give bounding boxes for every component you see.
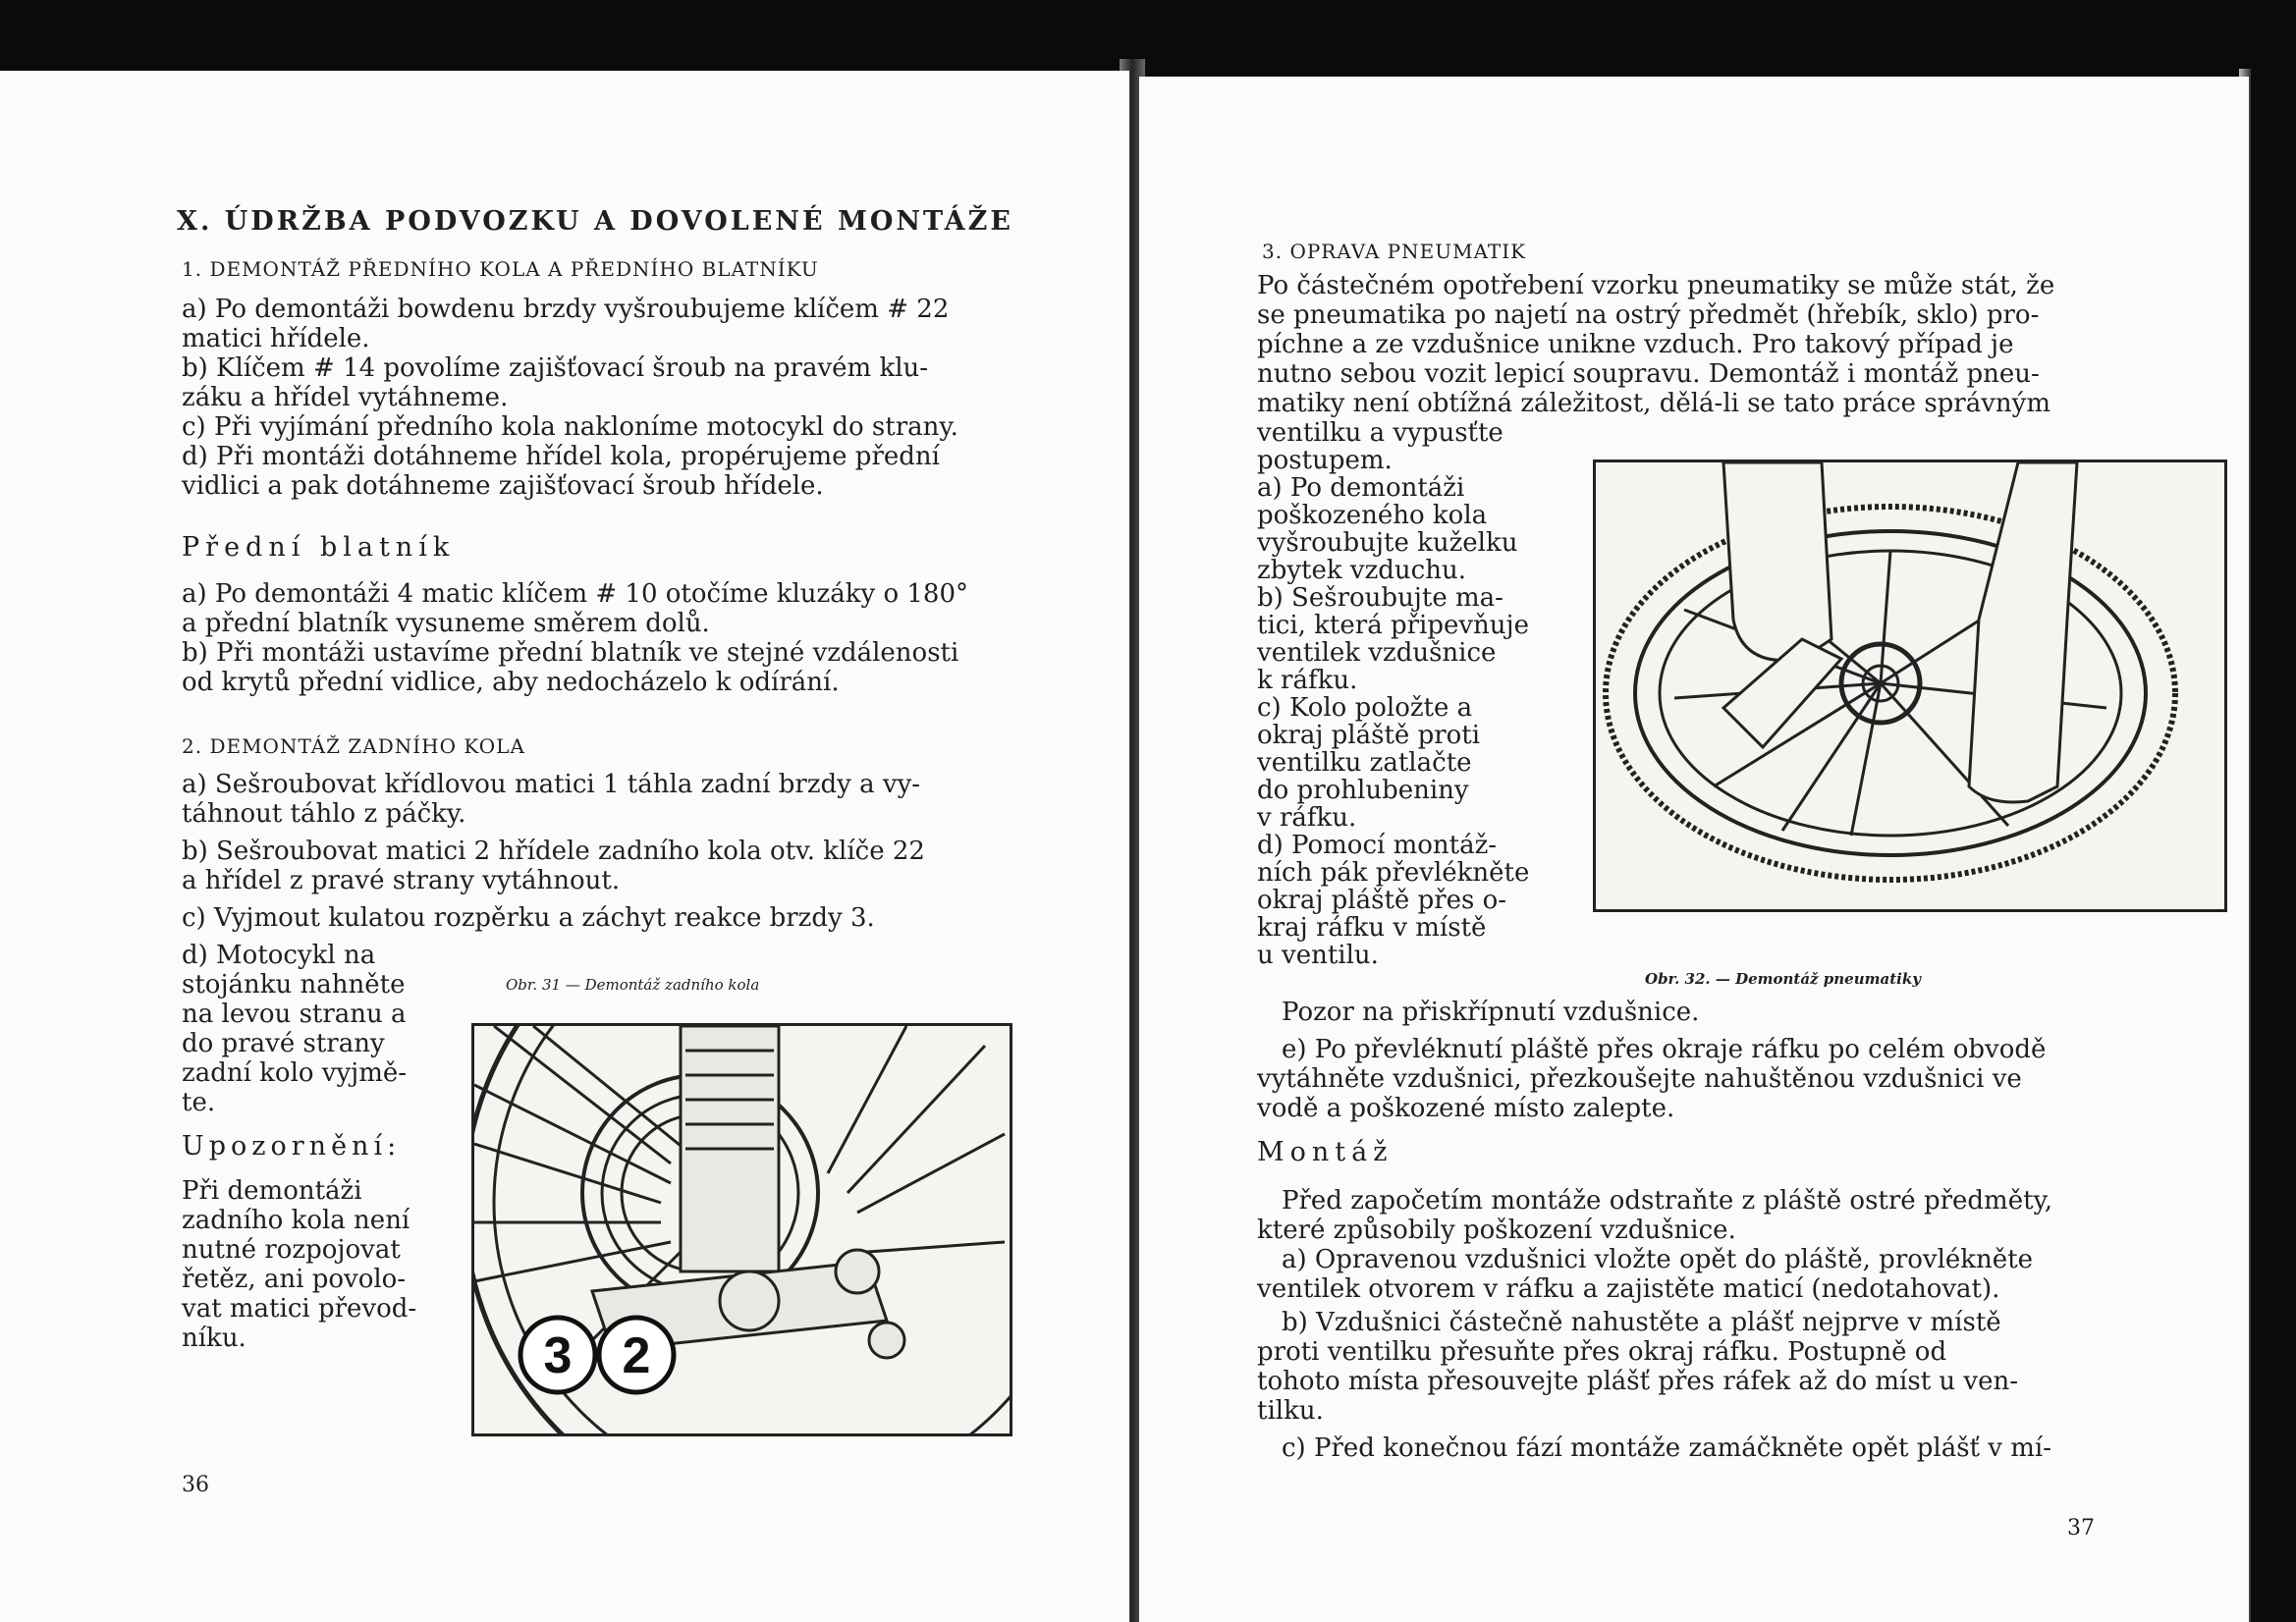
section2-line: táhnout táhlo z páčky. bbox=[182, 799, 466, 829]
page-number-right: 37 bbox=[2067, 1516, 2095, 1541]
section1-line: vidlici a pak dotáhneme zajišťovací šroub hřídele. bbox=[182, 471, 824, 501]
section3-narrow-line: ních pák převlékněte bbox=[1257, 858, 1530, 888]
chapter-title: X. ÚDRŽBA PODVOZKU A DOVOLENÉ MONTÁŽE bbox=[177, 206, 1013, 237]
section3-intro-line: matiky není obtížná záležitost, dělá-li se tato práce správným bbox=[1257, 389, 2051, 418]
left-page bbox=[0, 71, 1129, 1622]
section3-narrow-line: okraj pláště přes o- bbox=[1257, 886, 1507, 915]
section3-wide-line: vytáhněte vzdušnici, přezkoušejte nahuštěnou vzdušnici ve bbox=[1257, 1064, 2022, 1094]
section3-narrow-line: k ráfku. bbox=[1257, 666, 1358, 695]
mounting-line: b) Vzdušnici částečně nahustěte a plášť nejprve v místě bbox=[1282, 1308, 2001, 1337]
mounting-heading: Montáž bbox=[1257, 1137, 1394, 1167]
figure-31-rear-wheel bbox=[471, 1023, 1012, 1436]
section3-wide-line: vodě a poškozené místo zalepte. bbox=[1257, 1094, 1675, 1123]
section3-heading: 3. OPRAVA PNEUMATIK bbox=[1262, 240, 1527, 263]
fender-line: a přední blatník vysuneme směrem dolů. bbox=[182, 609, 710, 638]
figure-label-3: 3 bbox=[543, 1327, 573, 1384]
section3-wide-line: Pozor na přiskřípnutí vzdušnice. bbox=[1282, 998, 1700, 1027]
mounting-line: ventilek otvorem v ráfku a zajistěte maticí (nedotahovat). bbox=[1257, 1274, 2000, 1304]
warning-line: řetěz, ani povolo- bbox=[182, 1265, 407, 1294]
section3-intro-line: se pneumatika po najetí na ostrý předmět (hřebík, sklo) pro- bbox=[1257, 300, 2040, 330]
section2-line: c) Vyjmout kulatou rozpěrku a záchyt reakce brzdy 3. bbox=[182, 903, 875, 933]
section2-narrow-line: do pravé strany bbox=[182, 1029, 385, 1058]
section1-heading: 1. DEMONTÁŽ PŘEDNÍHO KOLA A PŘEDNÍHO BLATNÍKU bbox=[182, 257, 819, 281]
section3-narrow-line: d) Pomocí montáž- bbox=[1257, 831, 1498, 860]
section3-narrow-line: a) Po demontáži bbox=[1257, 473, 1465, 503]
warning-line: vat matici převod- bbox=[182, 1294, 417, 1324]
section3-narrow-line: zbytek vzduchu. bbox=[1257, 556, 1466, 585]
section2-line: a hřídel z pravé strany vytáhnout. bbox=[182, 866, 621, 895]
section3-narrow-line: vyšroubujte kuželku bbox=[1257, 528, 1518, 558]
section3-narrow-line: okraj pláště proti bbox=[1257, 721, 1481, 750]
mounting-line: Před započetím montáže odstraňte z pláště ostré předměty, bbox=[1282, 1186, 2053, 1216]
section3-narrow-line: kraj ráfku v místě bbox=[1257, 913, 1487, 943]
section2-narrow-line: te. bbox=[182, 1088, 216, 1117]
warning-heading: Upozornění: bbox=[182, 1131, 402, 1162]
warning-line: níku. bbox=[182, 1324, 246, 1353]
section2-narrow-line: stojánku nahněte bbox=[182, 970, 406, 1000]
section3-narrow-line: c) Kolo položte a bbox=[1257, 693, 1473, 723]
section3-narrow-line: ventilku a vypusťte bbox=[1257, 418, 1503, 448]
section3-intro-line: píchne a ze vzdušnice unikne vzduch. Pro takový případ je bbox=[1257, 330, 2014, 359]
section1-line: matici hřídele. bbox=[182, 324, 370, 353]
figure-32-tire bbox=[1593, 460, 2227, 912]
section3-narrow-line: ventilek vzdušnice bbox=[1257, 638, 1497, 668]
section1-line: d) Při montáži dotáhneme hřídel kola, propérujeme přední bbox=[182, 442, 940, 471]
warning-line: Při demontáži bbox=[182, 1176, 362, 1206]
section2-heading: 2. DEMONTÁŽ ZADNÍHO KOLA bbox=[182, 734, 525, 758]
mounting-line: proti ventilku přesuňte přes okraj ráfku. Postupně od bbox=[1257, 1337, 1947, 1367]
section2-narrow-line: zadní kolo vyjmě- bbox=[182, 1058, 408, 1088]
section3-intro-line: nutno sebou vozit lepicí soupravu. Demontáž i montáž pneu- bbox=[1257, 359, 2040, 389]
section3-narrow-line: tici, která připevňuje bbox=[1257, 611, 1529, 640]
section1-line: c) Při vyjímání předního kola nakloníme motocykl do strany. bbox=[182, 412, 958, 442]
figure-31-caption: Obr. 31 — Demontáž zadního kola bbox=[506, 976, 760, 994]
right-page bbox=[1139, 77, 2249, 1622]
section3-wide-line: e) Po převléknutí pláště přes okraje ráfku po celém obvodě bbox=[1282, 1035, 2047, 1064]
section2-narrow-line: d) Motocykl na bbox=[182, 941, 376, 970]
warning-line: nutné rozpojovat bbox=[182, 1235, 401, 1265]
page-number-left: 36 bbox=[182, 1473, 209, 1497]
fender-line: b) Při montáži ustavíme přední blatník ve stejné vzdálenosti bbox=[182, 638, 959, 668]
fender-line: od krytů přední vidlice, aby nedocházelo k odírání. bbox=[182, 668, 840, 697]
section1-line: a) Po demontáži bowdenu brzdy vyšroubujeme klíčem # 22 bbox=[182, 295, 950, 324]
warning-line: zadního kola není bbox=[182, 1206, 410, 1235]
figure-label-2: 2 bbox=[622, 1327, 651, 1384]
figure-32-caption: Obr. 32. — Demontáž pneumatiky bbox=[1645, 970, 1921, 988]
section3-narrow-line: b) Sešroubujte ma- bbox=[1257, 583, 1503, 613]
mounting-line: a) Opravenou vzdušnici vložte opět do pláště, provlékněte bbox=[1282, 1245, 2034, 1274]
mounting-line: c) Před konečnou fází montáže zamáčkněte opět plášť v mí- bbox=[1282, 1433, 2051, 1463]
section2-narrow-line: na levou stranu a bbox=[182, 1000, 407, 1029]
mounting-line: tohoto místa přesouvejte plášť přes ráfek až do míst u ven- bbox=[1257, 1367, 2019, 1396]
section2-line: a) Sešroubovat křídlovou matici 1 táhla zadní brzdy a vy- bbox=[182, 770, 921, 799]
fender-line: a) Po demontáži 4 matic klíčem # 10 otočíme kluzáky o 180° bbox=[182, 579, 968, 609]
section3-narrow-line: v ráfku. bbox=[1257, 803, 1357, 833]
section2-line: b) Sešroubovat matici 2 hřídele zadního kola otv. klíče 22 bbox=[182, 837, 925, 866]
section1-line: b) Klíčem # 14 povolíme zajišťovací šroub na pravém klu- bbox=[182, 353, 929, 383]
mounting-line: které způsobily poškození vzdušnice. bbox=[1257, 1216, 1736, 1245]
section3-narrow-line: ventilku zatlačte bbox=[1257, 748, 1472, 778]
fender-heading: Přední blatník bbox=[182, 532, 456, 563]
section3-intro-line: Po částečném opotřebení vzorku pneumatiky se může stát, že bbox=[1257, 271, 2055, 300]
section3-narrow-line: poškozeného kola bbox=[1257, 501, 1488, 530]
section3-narrow-line: do prohlubeniny bbox=[1257, 776, 1469, 805]
section3-narrow-line: postupem. bbox=[1257, 446, 1393, 475]
section1-line: záku a hřídel vytáhneme. bbox=[182, 383, 509, 412]
mounting-line: tilku. bbox=[1257, 1396, 1324, 1426]
section3-narrow-line: u ventilu. bbox=[1257, 941, 1379, 970]
